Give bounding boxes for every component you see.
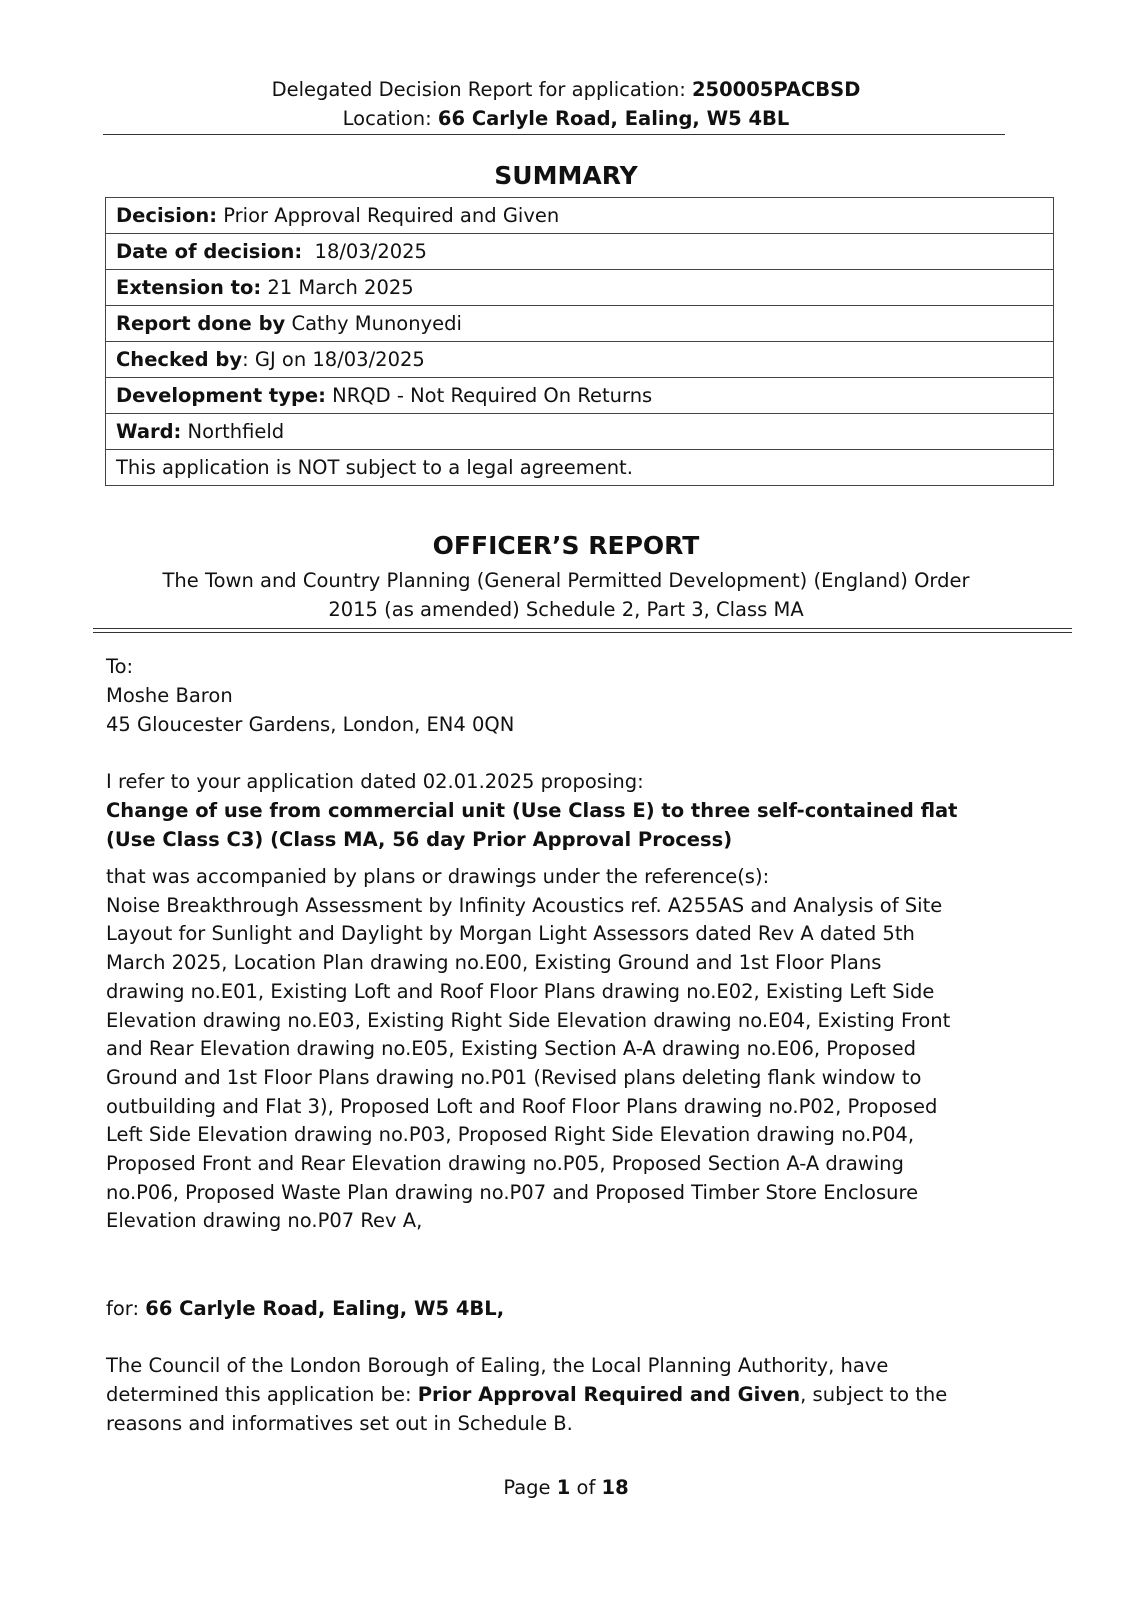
summary-cell [106, 450, 1054, 486]
application-ref: 250005PACBSD [691, 78, 861, 101]
decision-text: Prior Approval Required and Given [417, 1383, 801, 1406]
officers-report-title: OFFICER’S REPORT [432, 531, 700, 560]
proposal-line: Change of use from commercial unit (Use Class E) to three self-contained flat [106, 799, 958, 822]
recipient-block [106, 652, 514, 739]
references-line: Proposed Front and Rear Elevation drawing no.P05, Proposed Section A-A drawing [106, 1152, 904, 1176]
references-intro: that was accompanied by plans or drawings under the reference(s): [106, 865, 770, 888]
determination-text: , subject to the [800, 1383, 948, 1406]
summary-value: Cathy Munonyedi [285, 312, 462, 335]
summary-value: 18/03/2025 [302, 240, 427, 263]
summary-value: : GJ on 18/03/2025 [242, 348, 425, 371]
summary-value: Northfield [181, 420, 285, 443]
references-line: and Rear Elevation drawing no.E05, Existing Section A-A drawing no.E06, Proposed [106, 1037, 917, 1061]
summary-label: Date of decision: [116, 240, 303, 263]
page-total: 18 [601, 1476, 629, 1499]
recipient-name: Moshe Baron [106, 684, 233, 707]
references-line: March 2025, Location Plan drawing no.E00, Existing Ground and 1st Floor Plans [106, 951, 882, 975]
summary-cell [106, 414, 1054, 450]
header-line-1 [0, 75, 1132, 104]
page-current: 1 [556, 1476, 571, 1499]
summary-value: NRQD - Not Required On Returns [325, 384, 653, 407]
references-line: Layout for Sunlight and Daylight by Morgan Light Assessors dated Rev A dated 5th [106, 922, 915, 946]
summary-row [106, 450, 1054, 486]
summary-row [106, 414, 1054, 450]
summary-table [105, 197, 1054, 486]
summary-row [106, 270, 1054, 306]
of-label: of [570, 1476, 602, 1499]
double-divider-top [93, 628, 1072, 629]
location: 66 Carlyle Road, Ealing, W5 4BL [437, 107, 790, 130]
page-footer [0, 1473, 1132, 1502]
page-label: Page [503, 1476, 557, 1499]
summary-cell [106, 270, 1054, 306]
summary-cell [106, 378, 1054, 414]
summary-cell [106, 306, 1054, 342]
summary-label: Ward: [116, 420, 182, 443]
summary-cell [106, 342, 1054, 378]
references-line: Elevation drawing no.P07 Rev A, [106, 1209, 423, 1233]
summary-label: Decision: [116, 204, 218, 227]
intro-text: I refer to your application dated 02.01.2025 proposing: [106, 770, 644, 793]
header-divider [103, 134, 1005, 135]
double-divider-bottom [93, 632, 1072, 633]
references-block [106, 863, 950, 1236]
references-line: Noise Breakthrough Assessment by Infinity Acoustics ref. A255AS and Analysis of Site [106, 893, 943, 917]
for-label: for: [106, 1297, 146, 1320]
summary-value: 21 March 2025 [261, 276, 414, 299]
summary-row [106, 342, 1054, 378]
references-line: Ground and 1st Floor Plans drawing no.P01 (Revised plans deleting flank window to [106, 1065, 922, 1089]
references-line: drawing no.E01, Existing Loft and Roof Floor Plans drawing no.E02, Existing Left Side [106, 979, 935, 1003]
references-line: no.P06, Proposed Waste Plan drawing no.P07 and Proposed Timber Store Enclosure [106, 1180, 919, 1204]
summary-row [106, 378, 1054, 414]
proposal-line: (Use Class C3) (Class MA, 56 day Prior Approval Process) [106, 828, 733, 851]
summary-value: This application is NOT subject to a legal agreement. [116, 456, 633, 479]
report-subtitle-line: The Town and Country Planning (General Permitted Development) (England) Order [162, 569, 970, 592]
proposal-block [106, 767, 958, 854]
summary-label: Report done by [116, 312, 286, 335]
header-line-2 [0, 104, 1132, 133]
report-subtitle-line: 2015 (as amended) Schedule 2, Part 3, Class MA [328, 598, 804, 621]
determination-line: reasons and informatives set out in Schedule B. [106, 1412, 573, 1435]
summary-cell [106, 198, 1054, 234]
summary-row [106, 234, 1054, 270]
summary-label: Extension to: [116, 276, 262, 299]
summary-row [106, 198, 1054, 234]
for-address: 66 Carlyle Road, Ealing, W5 4BL, [145, 1297, 505, 1320]
to-label: To: [106, 655, 134, 678]
determination-text: determined this application be: [106, 1383, 418, 1406]
summary-cell [106, 234, 1054, 270]
summary-label: Checked by [116, 348, 243, 371]
summary-title: SUMMARY [494, 161, 638, 190]
references-line: Elevation drawing no.E03, Existing Right Side Elevation drawing no.E04, Existing Front [106, 1008, 951, 1032]
for-address-line [106, 1294, 504, 1323]
summary-label: Development type: [116, 384, 326, 407]
header-label: Delegated Decision Report for application: [271, 78, 692, 101]
determination-line: The Council of the London Borough of Ealing, the Local Planning Authority, have [106, 1354, 889, 1377]
summary-row [106, 306, 1054, 342]
determination-line [106, 1380, 947, 1409]
references-line: outbuilding and Flat 3), Proposed Loft and Roof Floor Plans drawing no.P02, Proposed [106, 1094, 938, 1118]
summary-value: Prior Approval Required and Given [217, 204, 560, 227]
determination-block [106, 1351, 947, 1438]
location-label: Location: [342, 107, 438, 130]
recipient-address: 45 Gloucester Gardens, London, EN4 0QN [106, 713, 515, 736]
references-line: Left Side Elevation drawing no.P03, Proposed Right Side Elevation drawing no.P04, [106, 1123, 915, 1147]
